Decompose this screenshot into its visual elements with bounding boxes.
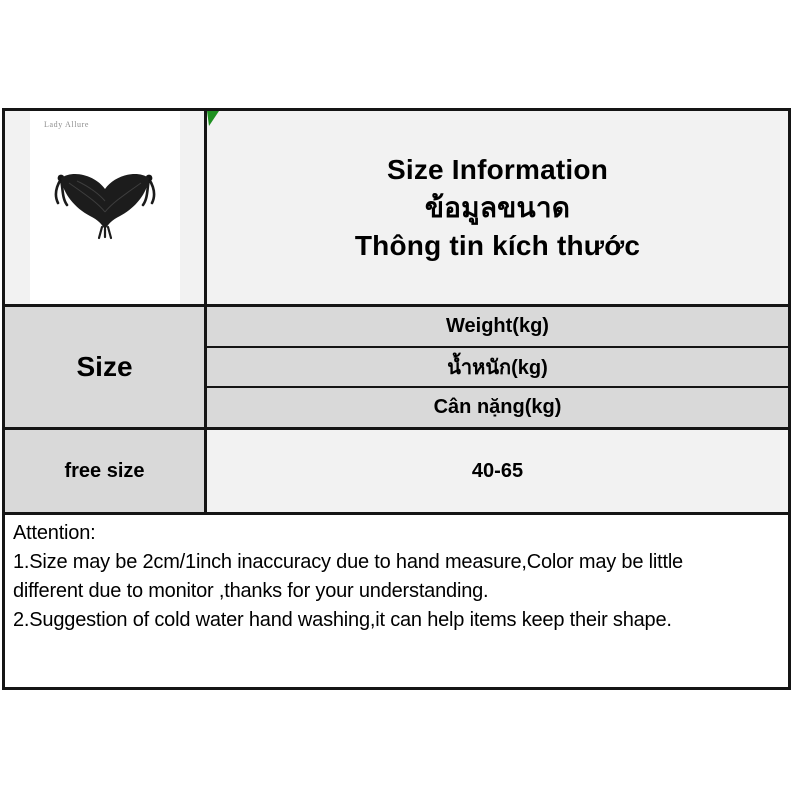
size-information-table	[2, 108, 791, 690]
weight-range-cell: 40-65	[207, 430, 788, 512]
title-cell	[207, 111, 788, 304]
weight-header-english: Weight(kg)	[207, 307, 788, 346]
brand-label: Lady Allure	[44, 120, 90, 129]
attention-note-line: 2.Suggestion of cold water hand washing,it can help items keep their shape.	[13, 609, 672, 631]
product-photo	[30, 111, 180, 304]
title-vietnamese: Thông tin kích thước	[354, 229, 641, 261]
attention-note-line: 1.Size may be 2cm/1inch inaccuracy due to hand measure,Color may be little	[13, 551, 683, 573]
lace-panty-icon	[52, 167, 158, 245]
size-weight-header-row	[5, 307, 788, 430]
weight-header-vietnamese: Cân nặng(kg)	[207, 386, 788, 427]
title-thai: ข้อมูลขนาด	[424, 191, 571, 223]
header-row	[5, 111, 788, 307]
size-value-cell: free size	[5, 430, 207, 512]
attention-notes	[5, 515, 788, 687]
weight-header-stack	[207, 307, 788, 427]
attention-note-line: different due to monitor ,thanks for your understanding.	[13, 580, 489, 602]
product-image-cell	[5, 111, 207, 304]
attention-heading: Attention:	[13, 522, 96, 544]
green-corner-triangle-icon	[207, 111, 221, 126]
table-row	[5, 430, 788, 515]
size-column-header: Size	[5, 307, 207, 427]
title-english: Size Information	[387, 153, 608, 185]
weight-header-thai: น้ำหนัก(kg)	[207, 346, 788, 387]
